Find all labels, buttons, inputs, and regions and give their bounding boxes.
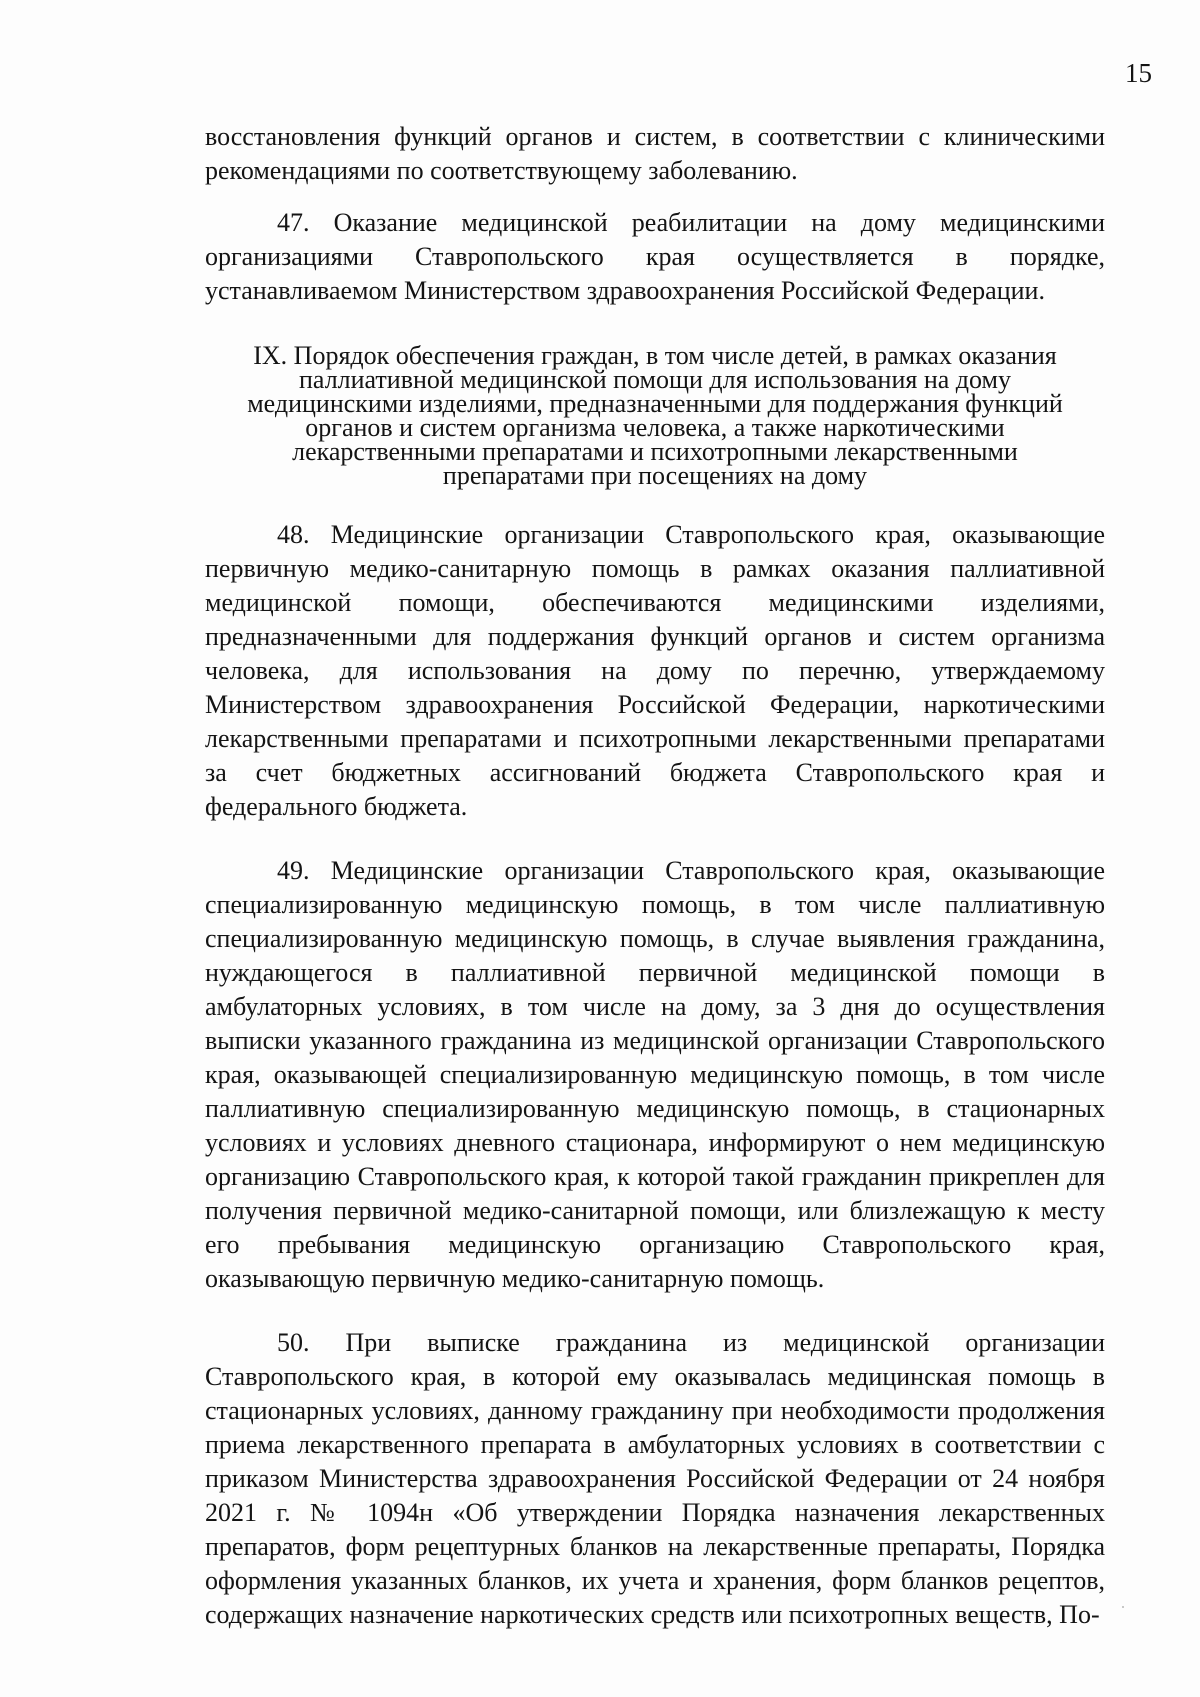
paragraph-continuation: восстановления функций органов и систем, в соответствии с клиническими рекомендациями по соответствующему заболеванию. <box>205 122 1105 185</box>
document-body <box>205 120 1105 1632</box>
paragraph-48: 48. Медицинские организации Ставропольского края, оказывающие первичную медико-санитарную помощь в рамках оказания паллиативной медицинской помощи, обеспечиваются медицинскими изделиями, предназначенными для поддержания функций органов и систем организма человека, для использования на дому по перечню, утверждаемому Министерством здравоохранения Российской Федерации, наркотическими лекарственными препаратами и психотропными лекарственными препаратами за счет бюджетных ассигнований бюджета Ставропольского края и федерального бюджета. <box>205 520 1105 821</box>
scan-speck <box>1122 1606 1124 1608</box>
page-number: 15 <box>1125 58 1152 88</box>
paragraph-47: 47. Оказание медицинской реабилитации на дому медицинскими организациями Ставропольского края осуществляется в порядке, устанавливаемом Министерством здравоохранения Российской Федерации. <box>205 208 1105 305</box>
section-ix-heading: IX. Порядок обеспечения граждан, в том числе детей, в рамках оказания паллиативной медицинской помощи для использования на дому медицинскими изделиями, предназначенными для поддержания функций органов и систем организма человека, а также наркотическими лекарственными препаратами и психотропными лекарственными препаратами при посещениях на дому <box>247 341 1063 490</box>
paragraph-49: 49. Медицинские организации Ставропольского края, оказывающие специализированную медицинскую помощь, в том числе паллиативную специализированную медицинскую помощь, в случае выявления гражданина, нуждающегося в паллиативной первичной медицинской помощи в амбулаторных условиях, в том числе на дому, за 3 дня до осуществления выписки указанного гражданина из медицинской организации Ставропольского края, оказывающей специализированную медицинскую помощь, в том числе паллиативную специализированную медицинскую помощь, в стационарных условиях и условиях дневного стационара, информируют о нем медицинскую организацию Ставропольского края, к которой такой гражданин прикреплен для получения первичной медико-санитарной помощи, или близлежащую к месту его пребывания медицинскую организацию Ставропольского края, оказывающую первичную медико-санитарную помощь. <box>205 856 1105 1293</box>
paragraph-50: 50. При выписке гражданина из медицинской организации Ставропольского края, в которой ему оказывалась медицинская помощь в стационарных условиях, данному гражданину при необходимости продолжения приема лекарственного препарата в амбулаторных условиях в соответствии с приказом Министерства здравоохранения Российской Федерации от 24 ноября 2021 г. № 1094н «Об утверждении Порядка назначения лекарственных препаратов, форм рецептурных бланков на лекарственные препараты, Порядка оформления указанных бланков, их учета и хранения, форм бланков рецептов, содержащих назначение наркотических средств или психотропных веществ, По- <box>205 1328 1105 1629</box>
